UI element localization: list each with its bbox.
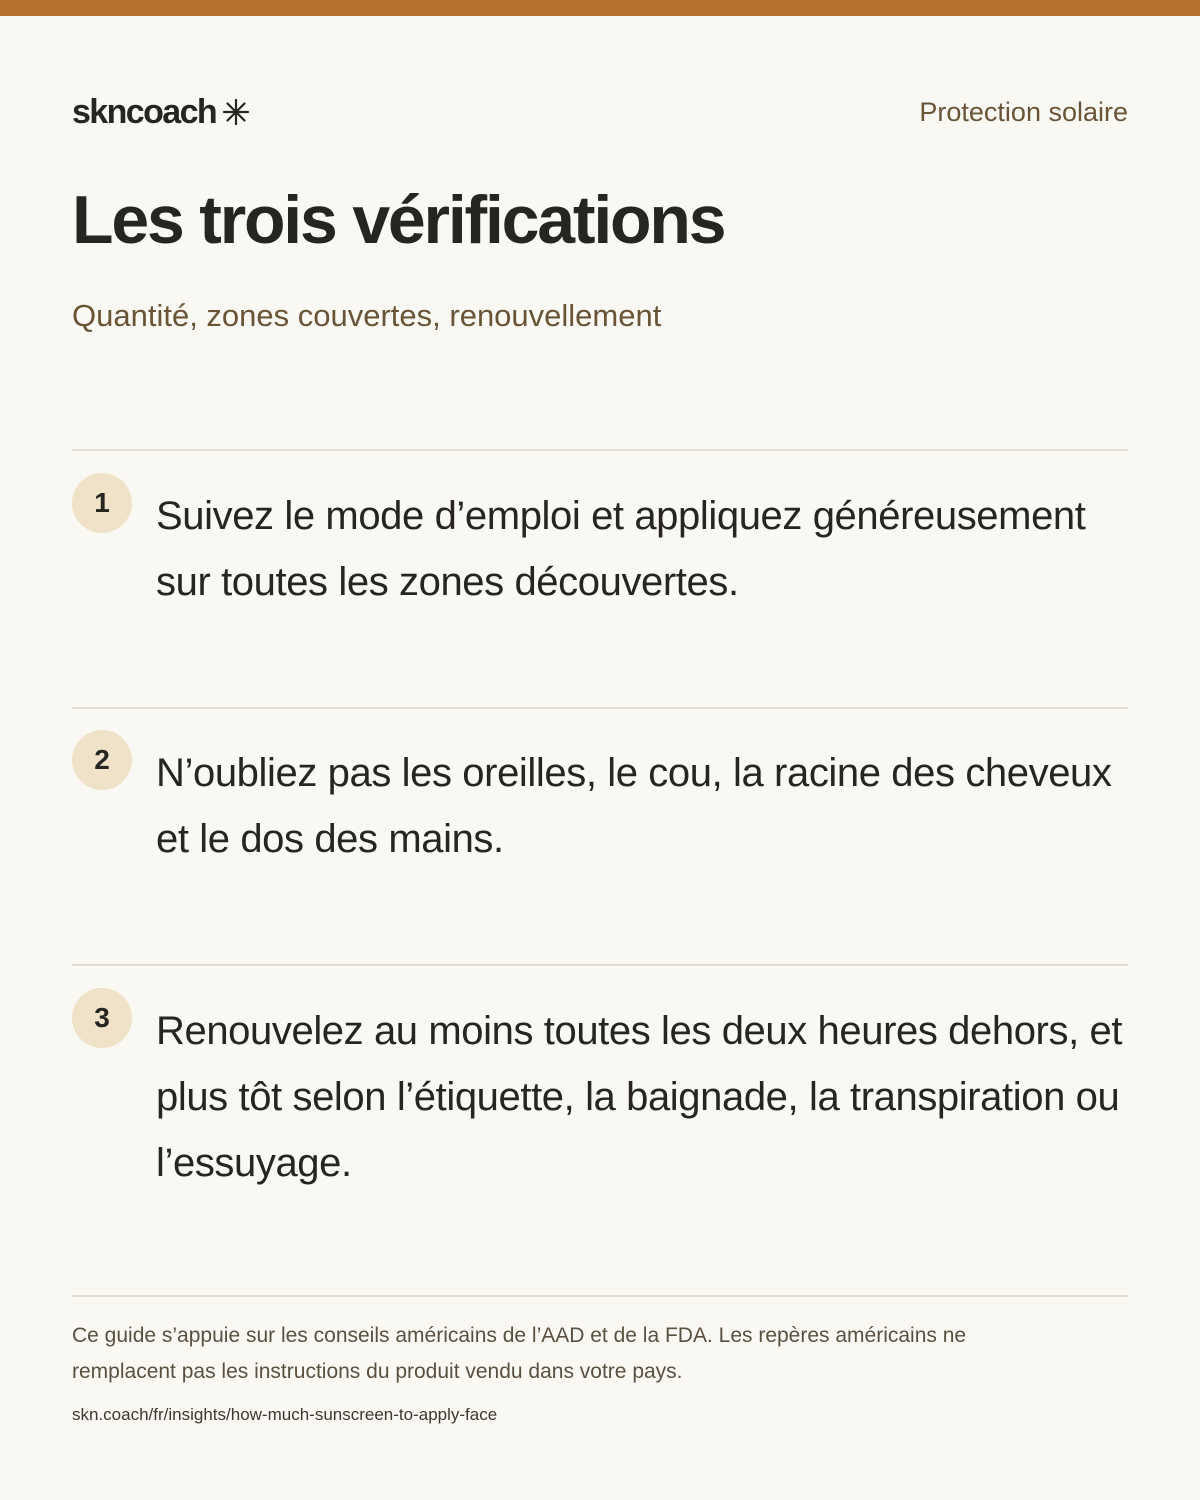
accent-top-bar: [0, 0, 1200, 16]
step-number-badge: 2: [72, 730, 132, 790]
category-label: Protection solaire: [919, 97, 1128, 127]
step-number-badge: 1: [72, 473, 132, 533]
asterisk-icon: [222, 98, 250, 126]
step-number-badge: 3: [72, 988, 132, 1048]
step-text: Renouvelez au moins toutes les deux heures dehors, et plus tôt selon l’étiquette, la baignade, la transpiration ou l’essuyage.: [156, 1009, 1123, 1185]
page-title: Les trois vérifications: [72, 182, 725, 258]
source-note: Ce guide s’appuie sur les conseils américains de l’AAD et de la FDA. Les repères américains ne remplacent pas les instructions du produit vendu dans votre pays.: [72, 1324, 967, 1383]
page-subtitle: Quantité, zones couvertes, renouvellement: [72, 298, 662, 333]
divider: [72, 449, 1128, 451]
source-url-link[interactable]: skn.coach/fr/insights/how-much-sunscreen-to-apply-face: [72, 1405, 498, 1424]
step-text: Suivez le mode d’emploi et appliquez généreusement sur toutes les zones découvertes.: [156, 494, 1086, 604]
brand-name: skncoach: [72, 93, 217, 131]
footer-divider: [72, 1295, 1128, 1297]
header: [72, 92, 1128, 132]
brand-logo[interactable]: [72, 92, 250, 132]
divider: [72, 707, 1128, 709]
step-text: N’oubliez pas les oreilles, le cou, la racine des cheveux et le dos des mains.: [156, 751, 1112, 861]
divider: [72, 964, 1128, 966]
